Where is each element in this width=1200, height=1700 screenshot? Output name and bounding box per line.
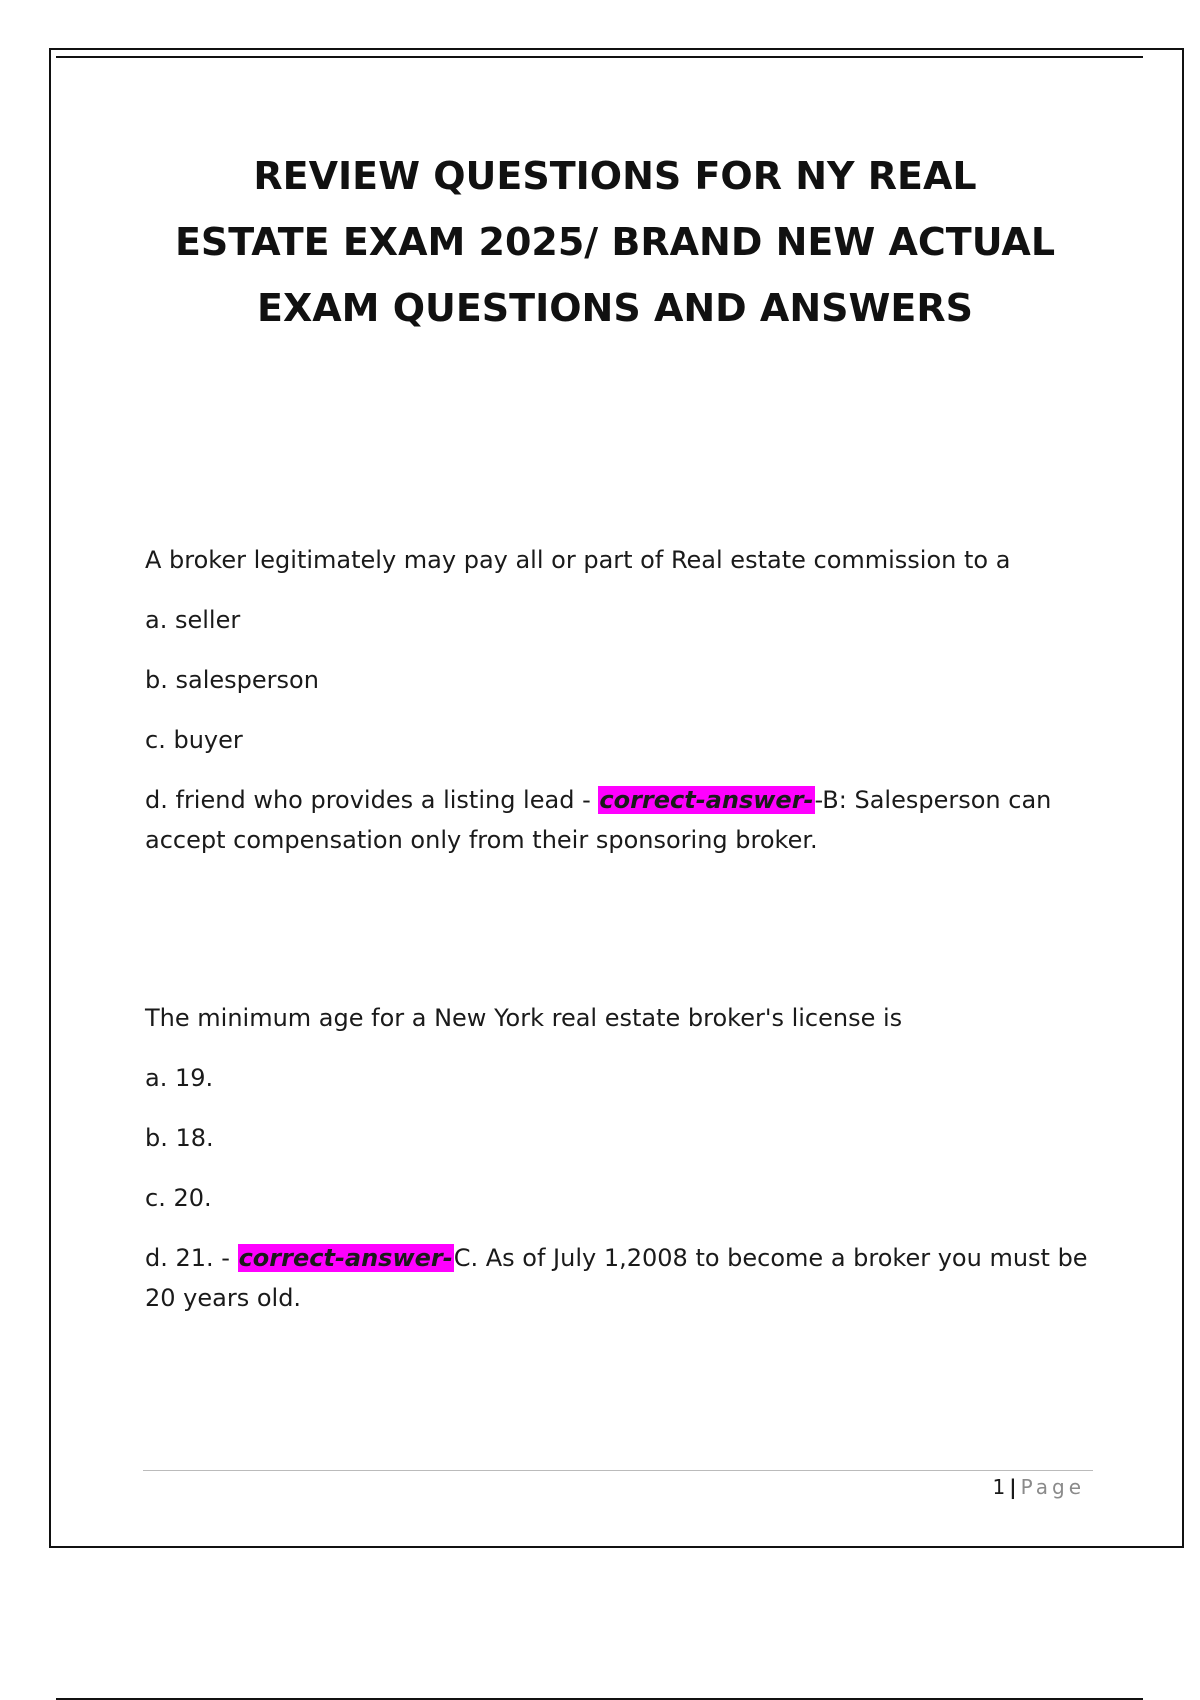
- answer-explanation: -B: Salesperson can accept compensation only from their sponsoring broker.: [145, 786, 1052, 854]
- option-c: c. 20.: [145, 1184, 212, 1212]
- page-label: Page: [1020, 1475, 1085, 1499]
- question-stem: A broker legitimately may pay all or part of Real estate commission to a: [145, 546, 1011, 574]
- title-line-1: REVIEW QUESTIONS FOR NY REAL: [253, 154, 977, 198]
- correct-answer-highlight: correct-answer-: [599, 786, 814, 814]
- question-2: [145, 998, 1095, 1318]
- option-b: b. 18.: [145, 1124, 214, 1152]
- top-rule: [56, 56, 1143, 58]
- option-a: a. 19.: [145, 1064, 214, 1092]
- option-d-with-answer: [145, 1238, 1095, 1318]
- option-d-with-answer: [145, 780, 1095, 860]
- option-d: d. 21. -: [145, 1244, 238, 1272]
- correct-answer-highlight: correct-answer-: [238, 1244, 453, 1272]
- footer-separator: |: [1009, 1475, 1017, 1499]
- answer-explanation: C. As of July 1,2008 to become a broker you must be 20 years old.: [145, 1244, 1088, 1312]
- question-1: [145, 540, 1095, 860]
- option-b: b. salesperson: [145, 666, 319, 694]
- title-line-3: EXAM QUESTIONS AND ANSWERS: [256, 286, 974, 330]
- question-stem: The minimum age for a New York real estate broker's license is: [145, 1004, 903, 1032]
- option-d: d. friend who provides a listing lead -: [145, 786, 599, 814]
- option-a: a. seller: [145, 606, 241, 634]
- option-c: c. buyer: [145, 726, 243, 754]
- title-line-2: ESTATE EXAM 2025/ BRAND NEW ACTUAL: [174, 220, 1056, 264]
- document-title: [110, 143, 1120, 341]
- footer-rule: [143, 1470, 1093, 1471]
- page-number: 1: [992, 1475, 1006, 1499]
- page-footer: [993, 1474, 1085, 1500]
